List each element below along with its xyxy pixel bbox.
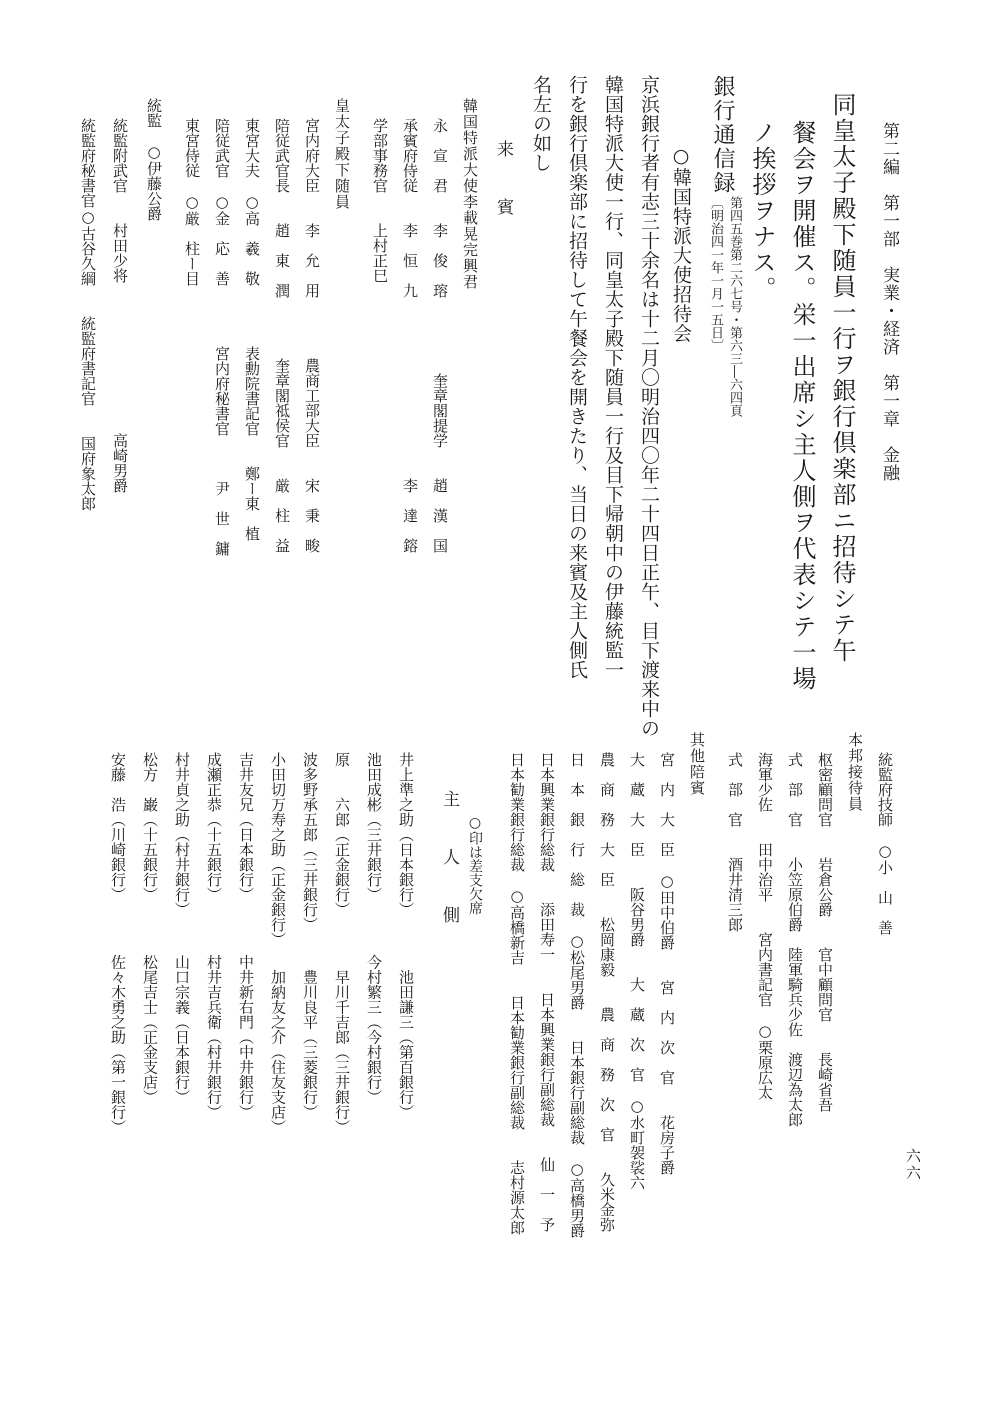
title-line-1: 同皇太子殿下随員一行ヲ銀行倶楽部ニ招待シテ午	[828, 92, 856, 664]
upper-entries-line: 皇太子殿下随員	[333, 98, 351, 210]
title-line-2: 餐会ヲ開催ス。栄一出席シ主人側ヲ代表シテ一場	[788, 120, 816, 692]
lower-entries-line: 日本興業銀行総裁 添田寿一 日本興業銀行副総裁 仙 一 予	[538, 752, 556, 1232]
lower-entries-line: 枢密顧問官 岩倉公爵 官中顧問官 長崎省吾	[816, 752, 834, 1112]
article-line-2: 韓国特派大使一行、同皇太子殿下随員一行及目下帰朝中の伊藤統監一	[602, 75, 624, 680]
guests-caption: 来 賓	[493, 140, 513, 227]
lower-entries-line: 主 人 側	[439, 790, 459, 935]
upper-entries-line: 承賓府侍従 李 恒 九 李 達 鎔	[401, 118, 419, 553]
lower-entries-line: 海軍少佐 田中治平 宮内書記官 ○栗原広太	[756, 752, 774, 1100]
upper-entries-line: 統監 ○伊藤公爵	[145, 98, 163, 221]
lower-entries-line: 日本勧業銀行総裁 ○高橋新吉 日本勧業銀行副総裁 志村源太郎	[508, 752, 526, 1235]
lower-entries-line: 統監府技師 ○小 山 善	[876, 752, 894, 935]
article-line-4: 名左の如し	[530, 75, 552, 173]
lower-entries-line: 本邦接待員	[846, 732, 864, 812]
title-line-3: ノ挨拶ヲナス。	[748, 120, 776, 302]
article-heading: ○韓国特派大使招待会	[670, 145, 692, 343]
upper-entries-line: 東宮大夫 ○高 羲 敬 表勳院書記官 鄭ー東 植	[243, 118, 261, 541]
lower-entries-line: 波多野承五郎（三井銀行） 豊川良平（三菱銀行）	[301, 752, 319, 1120]
lower-entries-line: 安藤 浩（川崎銀行） 佐々木勇之助（第一銀行）	[109, 752, 127, 1135]
lower-entries-line: 村井貞之助（村井銀行） 山口宗義（日本銀行）	[173, 752, 191, 1105]
lower-entries-line: 宮 内 大 臣 ○田中伯爵 宮 内 次 官 花房子爵	[658, 752, 676, 1175]
article-line-1: 京浜銀行者有志三十余名は十二月〇明治四〇年二十四日正午、目下渡来中の	[638, 75, 660, 738]
lower-entries-line: 井上準之助（日本銀行） 池田謙三（第百銀行）	[397, 752, 415, 1120]
lower-entries-line: 小田切万寿之助（正金銀行） 加納友之介（住友支店）	[269, 752, 287, 1135]
upper-entries-line: 東宮侍従 ○厳 柱ー目	[183, 118, 201, 286]
lower-entries-line: 松方 巌（十五銀行） 松尾吉士（正金支店）	[141, 752, 159, 1105]
upper-entries-line: 永 宣 君 李 俊 瑢 奎章閣提学 趙 漢 国	[431, 118, 449, 553]
lower-entries-line: 其他陪賓	[688, 732, 706, 796]
lower-entries-line: 農 商 務 大 臣 松岡康毅 農 商 務 次 官 久米金弥	[598, 752, 616, 1232]
lower-entries-line: 式 部 官 酒井清三郎	[726, 752, 744, 932]
upper-entries-line: 宮内府大臣 李 允 用 農商工部大臣 宋 秉 畯	[303, 118, 321, 553]
lower-entries-line: ○印は差支欠席	[467, 815, 483, 915]
upper-entries-line: 陪従武官 ○金 応 善 宮内府秘書官 尹 世 鏞	[213, 118, 231, 556]
upper-entries-line: 統監府秘書官○古谷久綱 統監府書記官 国府象太郎	[79, 118, 97, 511]
source-citation-2: 〔明治四一年一月一五日〕	[708, 196, 723, 352]
lower-entries-line: 成瀬正恭（十五銀行） 村井吉兵衛（村井銀行）	[205, 752, 223, 1120]
lower-entries-line: 吉井友兄（日本銀行） 中井新右門（中井銀行）	[237, 752, 255, 1120]
running-header: 第二編 第一部 実業・経済 第一章 金融	[879, 122, 899, 482]
lower-entries-line: 池田成彬（三井銀行） 今村繁三（今村銀行）	[365, 752, 383, 1105]
lower-entries-line: 原 六郎（正金銀行） 早川千吉郎（三井銀行）	[333, 752, 351, 1135]
section-title: 銀行通信録	[710, 75, 735, 195]
lower-entries-line: 大 蔵 大 臣 阪谷男爵 大 蔵 次 官 ○水町袈裟六	[628, 752, 646, 1190]
source-citation-1: 第四五巻第二六七号・第六三―六四頁	[727, 196, 742, 417]
lower-entries-line: 式 部 官 小笠原伯爵 陸軍騎兵少佐 渡辺為太郎	[786, 752, 804, 1127]
article-line-3: 行を銀行倶楽部に招待して午餐会を開きたり、当日の来賓及主人側氏	[566, 75, 588, 680]
upper-entries-line: 学部事務官 上村正巳	[371, 118, 389, 283]
lower-entries-line: 日 本 銀 行 総 裁 ○松尾男爵 日本銀行副総裁 ○高橋男爵	[568, 752, 586, 1238]
upper-entries-line: 韓国特派大使李載晃完興君	[461, 98, 479, 290]
upper-entries-line: 統監附武官 村田少将 高崎男爵	[111, 118, 129, 493]
upper-entries-line: 陪従武官長 趙 東 潤 奎章閣祗侯官 厳 柱 益	[273, 118, 291, 553]
page-number: 六六	[904, 1148, 922, 1182]
